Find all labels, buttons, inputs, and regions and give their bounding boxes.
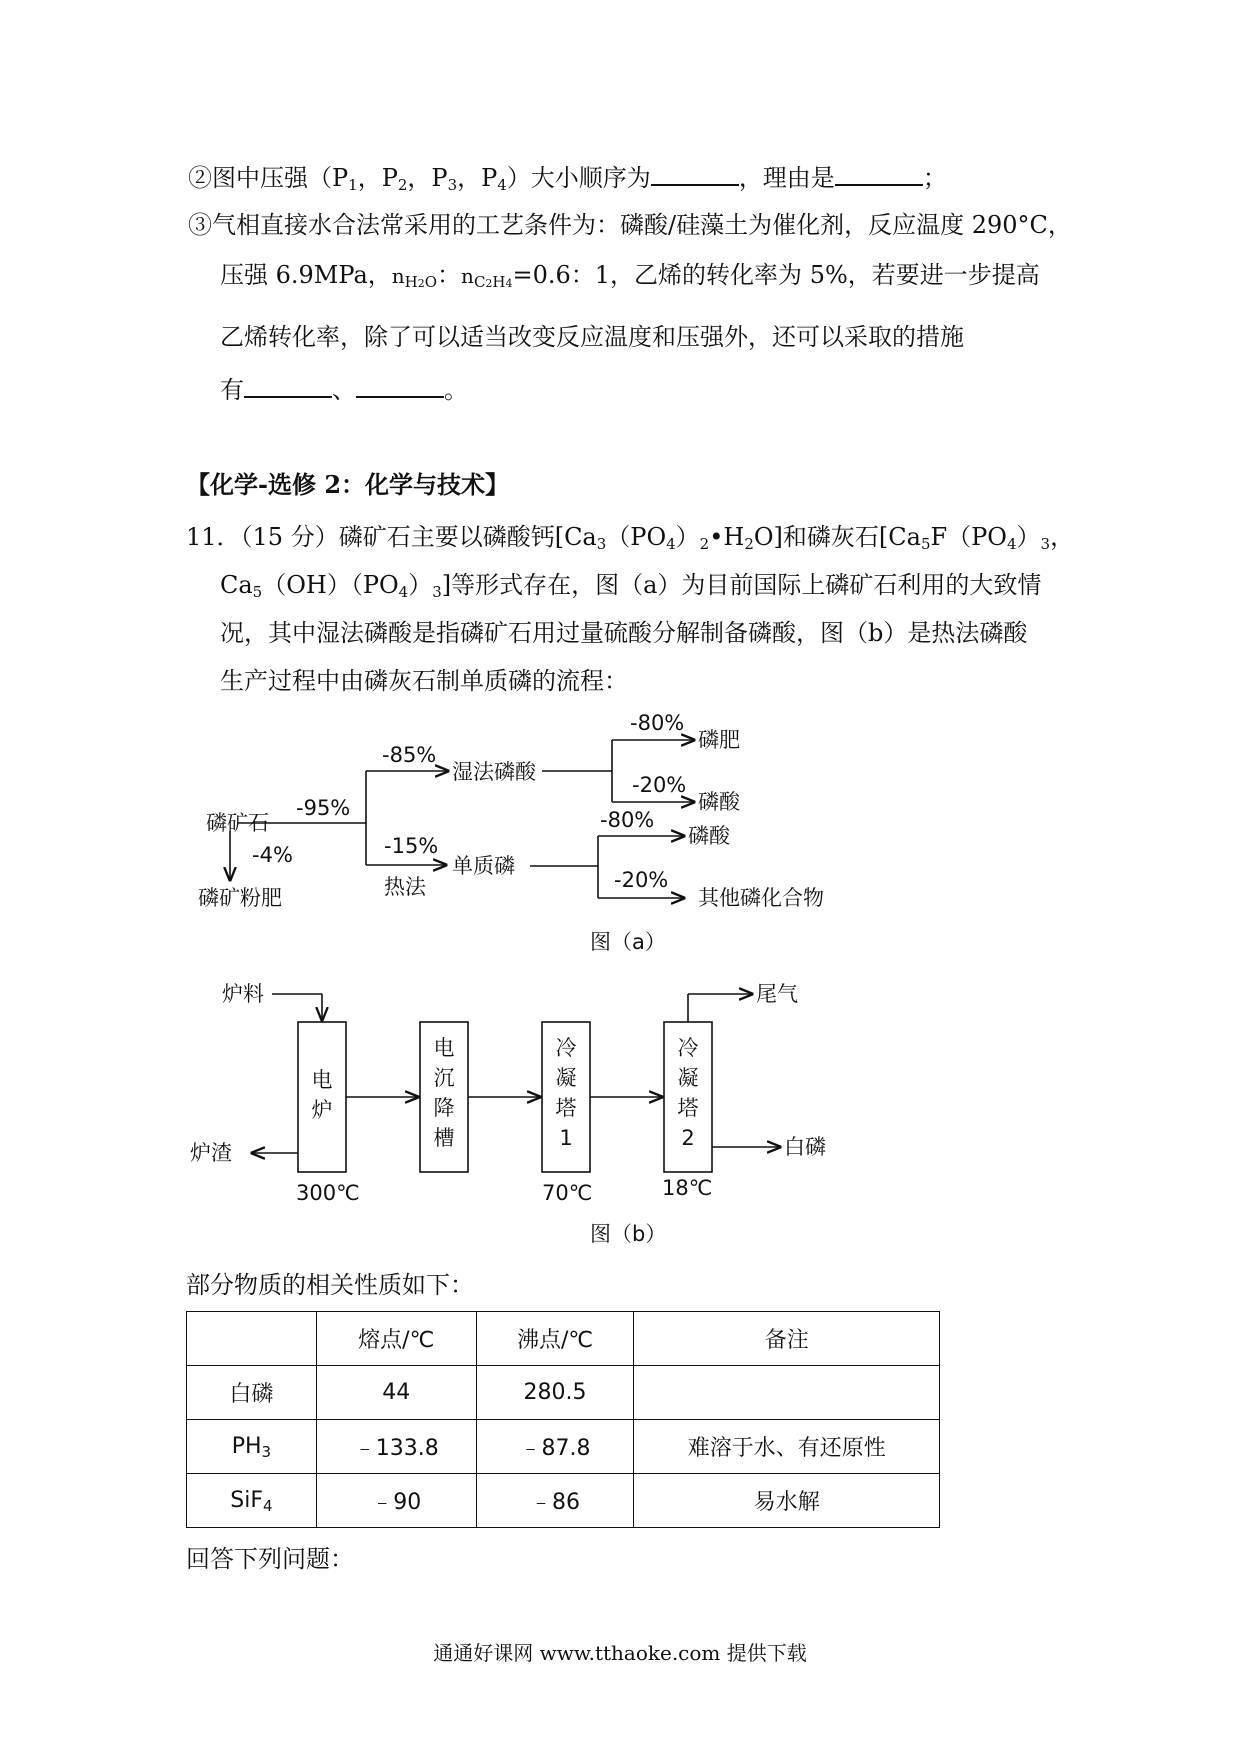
melting-point: ﹣133.8 xyxy=(316,1420,476,1474)
answer-blank-reason[interactable] xyxy=(835,160,923,186)
question-2-line: ②图中压强（$P_1$，$P_2$，$P_3$，$P_4$）大小顺序为 ，理由是 ； xyxy=(188,160,947,193)
remark: 难溶于水、有还原性 xyxy=(634,1420,940,1474)
furnace-char: 电 xyxy=(311,1068,333,1092)
table-header-cell xyxy=(187,1312,317,1366)
label-white-phosphorus: 白磷 xyxy=(784,1135,826,1159)
node-phosphate-rock: 磷矿石 xyxy=(206,811,269,835)
question-11-line-1: 11．（15 分）磷矿石主要以磷酸钙$[Ca_3(PO_4)_2•H_2O]$和磷灰石[$Ca_5F(PO_4)_3$， xyxy=(186,523,1075,553)
label-temp-18: 18℃ xyxy=(662,1176,713,1200)
remark xyxy=(634,1366,940,1420)
precipitator-char: 槽 xyxy=(433,1126,455,1150)
node-phosphoric-acid-a: 磷酸 xyxy=(698,790,740,814)
tower1-char: 塔 xyxy=(555,1096,577,1120)
section-title: 【化学-选修 2：化学与技术】 xyxy=(186,470,510,499)
substance-name: SiF$_4$ xyxy=(187,1474,317,1528)
tower1-char: 凝 xyxy=(555,1066,577,1090)
answer-blank-measure-1[interactable] xyxy=(244,372,332,398)
figure-a-flowchart xyxy=(0,700,1240,960)
tower2-char: 凝 xyxy=(677,1066,699,1090)
node-wet-phosphoric-acid: 湿法磷酸 xyxy=(452,760,536,784)
node-other-phosphorus-compounds: 其他磷化合物 xyxy=(698,886,824,910)
answer-blank-pressure-order[interactable] xyxy=(651,160,739,186)
label-furnace-feed: 炉料 xyxy=(222,982,264,1006)
node-rock-powder-fertilizer: 磷矿粉肥 xyxy=(198,886,282,910)
table-intro: 部分物质的相关性质如下： xyxy=(186,1271,474,1299)
label-thermal: 热法 xyxy=(384,875,426,899)
box-electric-furnace xyxy=(298,1022,346,1172)
label-temp-70: 70℃ xyxy=(542,1181,593,1205)
node-phosphate-fertilizer: 磷肥 xyxy=(698,728,740,752)
boiling-point: 280.5 xyxy=(476,1366,634,1420)
properties-table xyxy=(186,1311,940,1528)
question-3-line-1: ③气相直接水合法常采用的工艺条件为：磷酸/硅藻土为催化剂，反应温度 290°C， xyxy=(188,211,1072,239)
n-h2o: $n_{H2O}$ xyxy=(391,264,438,291)
melting-point: 44 xyxy=(316,1366,476,1420)
furnace-char: 炉 xyxy=(311,1098,333,1122)
label-20-percent-a: -20% xyxy=(632,773,687,797)
table-row xyxy=(187,1366,940,1420)
question-3-line-3: 乙烯转化率，除了可以适当改变反应温度和压强外，还可以采取的措施 xyxy=(220,323,964,351)
boiling-point: ﹣86 xyxy=(476,1474,634,1528)
figure-b-caption: 图（b） xyxy=(590,1222,667,1246)
melting-point: ﹣90 xyxy=(316,1474,476,1528)
label-80-percent-b: -80% xyxy=(600,808,655,832)
label-temp-300: 300℃ xyxy=(296,1181,360,1205)
question-3-line-4: 有 、 。 xyxy=(220,372,468,405)
table-row xyxy=(187,1474,940,1528)
tower1-char: 1 xyxy=(559,1126,573,1150)
question-3-line-2: 压强 6.9MPa，$n_{H2O}$：$n_{C2H4}=0.6$：1，乙烯的转化率为 5%，若要进一步提高 xyxy=(220,261,1040,291)
n-c2h4: $n_{C2H4}$ xyxy=(461,264,513,291)
node-phosphoric-acid-b: 磷酸 xyxy=(688,824,730,848)
remark: 易水解 xyxy=(634,1474,940,1528)
label-furnace-slag: 炉渣 xyxy=(190,1141,232,1165)
substance-name: 白磷 xyxy=(187,1366,317,1420)
substance-name: $PH_3$ xyxy=(187,1420,317,1474)
table-header-cell: 备注 xyxy=(634,1312,940,1366)
figure-a-caption: 图（a） xyxy=(590,930,666,954)
tower2-char: 塔 xyxy=(677,1096,699,1120)
answer-prompt: 回答下列问题： xyxy=(186,1545,354,1573)
table-header-row xyxy=(187,1312,940,1366)
label-15-percent: -15% xyxy=(384,834,439,858)
page-footer: 通通好课网 www.tthaoke.com 提供下载 xyxy=(433,1641,807,1665)
label-4-percent: -4% xyxy=(252,843,293,867)
question-11-line-2: $Ca_5(OH)(PO_4)_3$]等形式存在，图（a）为目前国际上磷矿石利用的大致情 xyxy=(220,571,1042,601)
label-20-percent-b: -20% xyxy=(614,868,669,892)
precipitator-char: 电 xyxy=(433,1036,455,1060)
table-header-cell: 熔点/℃ xyxy=(316,1312,476,1366)
label-85-percent: -85% xyxy=(382,743,437,767)
tower1-char: 冷 xyxy=(555,1036,577,1060)
question-11-line-3: 况，其中湿法磷酸是指磷矿石用过量硫酸分解制备磷酸，图（b）是热法磷酸 xyxy=(220,619,1028,647)
precipitator-char: 降 xyxy=(433,1096,455,1120)
node-elemental-phosphorus: 单质磷 xyxy=(452,854,515,878)
boiling-point: ﹣87.8 xyxy=(476,1420,634,1474)
figure-b-process xyxy=(0,970,1240,1250)
tower2-char: 冷 xyxy=(677,1036,699,1060)
label-tail-gas: 尾气 xyxy=(756,982,798,1006)
answer-blank-measure-2[interactable] xyxy=(356,372,444,398)
label-95-percent: -95% xyxy=(296,796,351,820)
precipitator-char: 沉 xyxy=(433,1066,455,1090)
tower2-char: 2 xyxy=(681,1126,695,1150)
table-header-cell: 沸点/℃ xyxy=(476,1312,634,1366)
question-11-line-4: 生产过程中由磷灰石制单质磷的流程： xyxy=(220,667,628,695)
label-80-percent-a: -80% xyxy=(630,711,685,735)
table-row xyxy=(187,1420,940,1474)
